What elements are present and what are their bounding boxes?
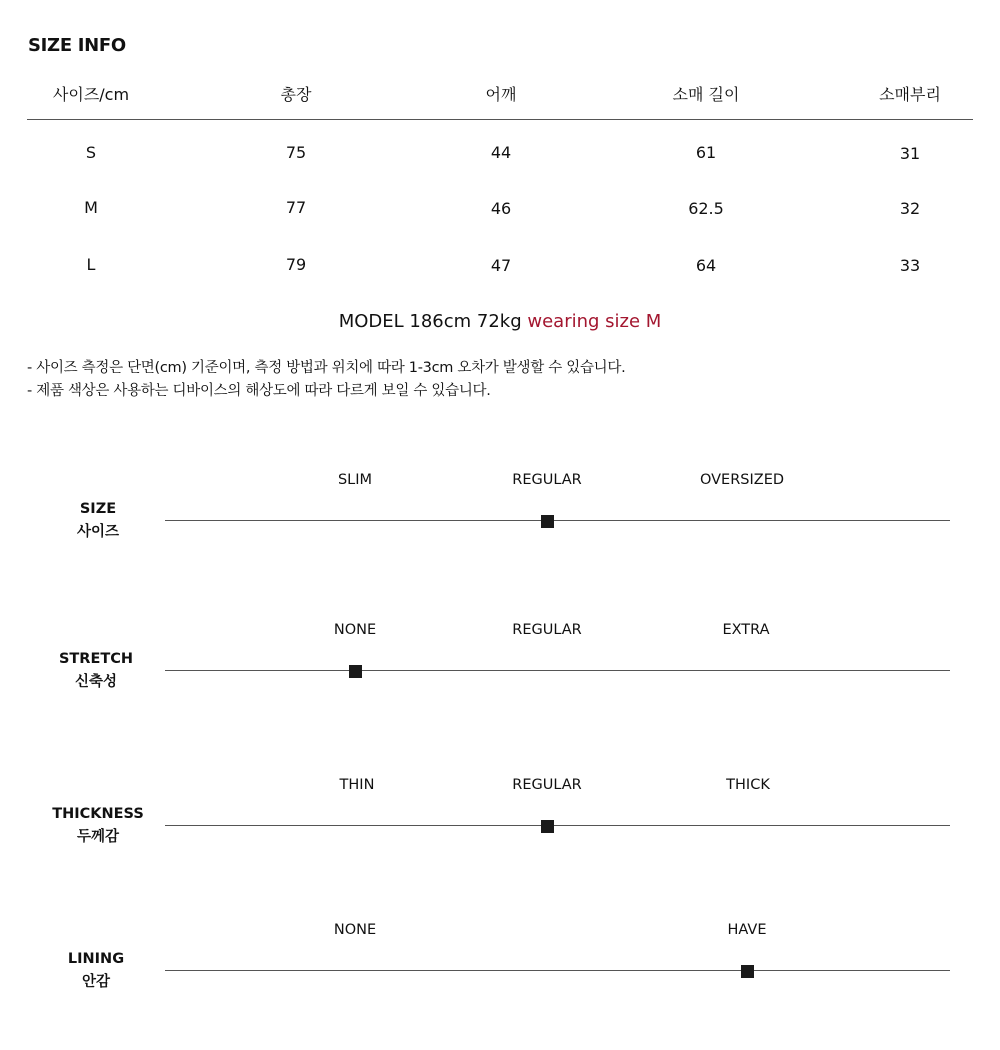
scale-title-kr: 두께감 bbox=[76, 829, 120, 845]
scale-title bbox=[16, 648, 176, 694]
scale-title-en: STRETCH bbox=[58, 651, 134, 667]
header-sleeve-opening: 소매부리 bbox=[879, 85, 941, 104]
table-cell: 32 bbox=[899, 199, 921, 218]
table-cell: 75 bbox=[285, 143, 307, 162]
note-measurement: - 사이즈 측정은 단면(cm) 기준이며, 측정 방법과 위치에 따라 1-3cm 오차가 발생할 수 있습니다. bbox=[27, 360, 626, 376]
scale-marker bbox=[349, 665, 362, 678]
table-cell: 47 bbox=[490, 256, 512, 275]
scale-line bbox=[165, 520, 950, 521]
scale-title-en: LINING bbox=[67, 951, 125, 967]
size-info-title: SIZE INFO bbox=[28, 35, 126, 56]
table-cell: 64 bbox=[695, 256, 717, 275]
scale-option: SLIM bbox=[337, 472, 373, 488]
scale-marker bbox=[541, 820, 554, 833]
header-sleeve-length: 소매 길이 bbox=[672, 85, 740, 104]
table-cell: 31 bbox=[899, 144, 921, 163]
scale-option: REGULAR bbox=[512, 622, 582, 638]
table-cell: 33 bbox=[899, 256, 921, 275]
scale-option: OVERSIZED bbox=[699, 472, 785, 488]
table-cell: L bbox=[86, 255, 96, 274]
model-measurements: MODEL 186cm 72kg bbox=[338, 311, 522, 332]
scale-option: NONE bbox=[333, 622, 377, 638]
scale-line bbox=[165, 970, 950, 971]
header-shoulder: 어깨 bbox=[485, 85, 517, 104]
scale-title-kr: 안감 bbox=[81, 974, 110, 990]
scale-marker bbox=[541, 515, 554, 528]
table-cell: 44 bbox=[490, 143, 512, 162]
table-cell: 62.5 bbox=[688, 199, 724, 218]
table-cell: M bbox=[84, 198, 98, 217]
table-cell: 79 bbox=[285, 255, 307, 274]
scale-title-en: THICKNESS bbox=[52, 806, 144, 822]
model-info bbox=[0, 311, 1000, 332]
header-size: 사이즈/cm bbox=[52, 85, 130, 104]
scale-title-en: SIZE bbox=[79, 501, 117, 517]
table-cell: S bbox=[85, 143, 97, 162]
scale-marker bbox=[741, 965, 754, 978]
scale-option: HAVE bbox=[727, 922, 767, 938]
scale-option: REGULAR bbox=[512, 472, 582, 488]
scale-option: REGULAR bbox=[512, 777, 582, 793]
header-total-length: 총장 bbox=[280, 85, 312, 104]
scale-title-kr: 사이즈 bbox=[76, 524, 120, 540]
table-divider bbox=[27, 119, 973, 120]
table-cell: 46 bbox=[490, 199, 512, 218]
scale-title bbox=[18, 803, 178, 849]
scale-option: THIN bbox=[339, 777, 375, 793]
scale-option: NONE bbox=[333, 922, 377, 938]
scale-title bbox=[16, 948, 176, 994]
scale-option: EXTRA bbox=[722, 622, 770, 638]
scale-line bbox=[165, 825, 950, 826]
table-cell: 61 bbox=[695, 143, 717, 162]
model-wearing-size: wearing size M bbox=[527, 311, 662, 332]
scale-title-kr: 신축성 bbox=[74, 674, 118, 690]
scale-title bbox=[18, 498, 178, 544]
scale-option: THICK bbox=[726, 777, 770, 793]
scale-line bbox=[165, 670, 950, 671]
table-cell: 77 bbox=[285, 198, 307, 217]
note-color: - 제품 색상은 사용하는 디바이스의 해상도에 따라 다르게 보일 수 있습니다. bbox=[27, 383, 491, 399]
